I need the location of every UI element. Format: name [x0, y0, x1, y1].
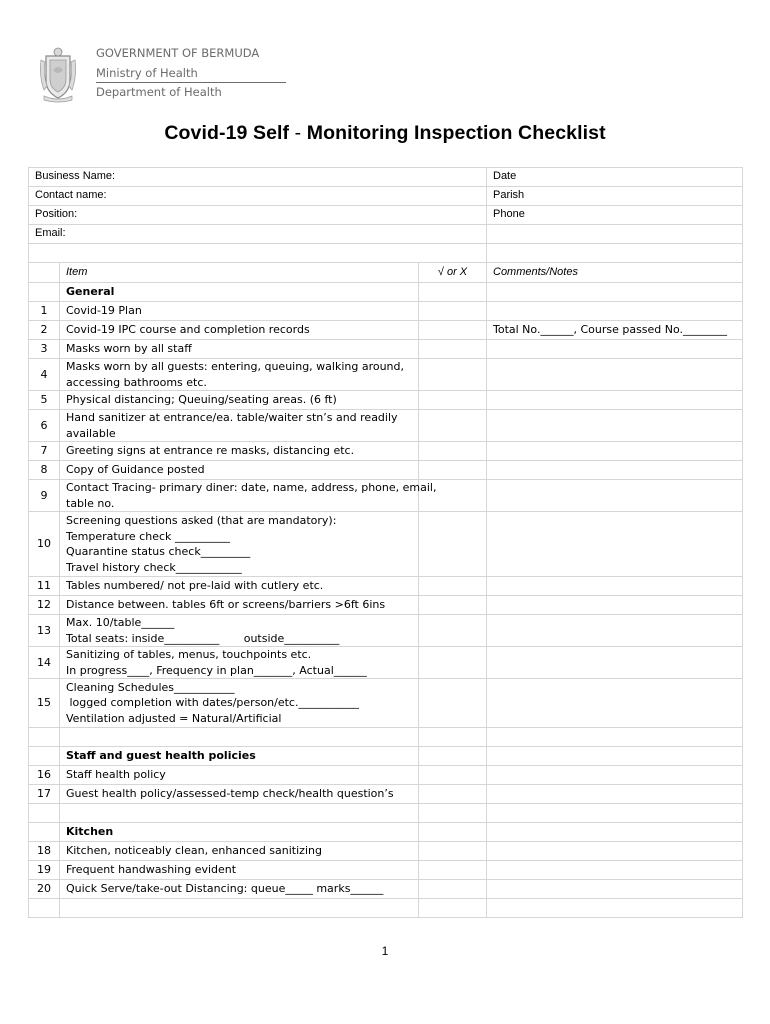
comment-cell[interactable] [487, 880, 743, 899]
section-row [29, 283, 743, 302]
comment-cell[interactable] [487, 766, 743, 785]
check-cell[interactable] [419, 880, 487, 899]
empty-cell [487, 225, 743, 244]
check-cell[interactable] [419, 615, 487, 647]
item-description [60, 842, 419, 861]
check-cell[interactable] [419, 577, 487, 596]
item-number: 8 [29, 461, 60, 480]
item-line: Distance between. tables 6ft or screens/barriers >6ft 6ins [66, 598, 386, 612]
comment-cell[interactable] [487, 679, 743, 728]
letterhead-divider [96, 82, 286, 83]
item-number: 14 [29, 647, 60, 679]
checklist-row [29, 766, 743, 785]
checklist-row [29, 512, 743, 577]
item-number: 1 [29, 302, 60, 321]
checklist-row [29, 842, 743, 861]
checklist-row [29, 302, 743, 321]
item-line: Temperature check __________ [66, 529, 230, 543]
checklist-row [29, 391, 743, 410]
email-label: Email: [29, 225, 487, 244]
item-line: table no. [66, 496, 115, 510]
item-description [60, 647, 419, 679]
checklist-row [29, 577, 743, 596]
comment-cell[interactable] [487, 480, 743, 512]
item-description [60, 302, 419, 321]
item-line: accessing bathrooms etc. [66, 375, 207, 389]
date-label: Date [487, 168, 743, 187]
item-line: Covid-19 IPC course and completion records [66, 323, 310, 337]
checklist-row [29, 461, 743, 480]
section-row [29, 823, 743, 842]
checklist-row [29, 861, 743, 880]
item-description [60, 785, 419, 804]
page-number: 1 [381, 944, 389, 958]
item-number: 6 [29, 410, 60, 442]
item-number: 3 [29, 340, 60, 359]
check-cell[interactable] [419, 461, 487, 480]
item-number: 11 [29, 577, 60, 596]
item-description [60, 861, 419, 880]
header-row [29, 168, 743, 187]
item-number: 7 [29, 442, 60, 461]
section-heading: Kitchen [60, 823, 419, 842]
checklist-row [29, 880, 743, 899]
comment-cell[interactable] [487, 647, 743, 679]
item-line: Staff health policy [66, 768, 166, 782]
item-description [60, 340, 419, 359]
item-column-header: Item [60, 263, 419, 283]
comment-cell[interactable] [487, 359, 743, 391]
header-row [29, 225, 743, 244]
checklist-row [29, 442, 743, 461]
comment-cell[interactable] [487, 461, 743, 480]
item-description [60, 679, 419, 728]
item-description [60, 615, 419, 647]
comment-cell[interactable] [487, 340, 743, 359]
comment-cell[interactable] [487, 785, 743, 804]
checklist-row [29, 359, 743, 391]
item-number: 4 [29, 359, 60, 391]
item-description [60, 766, 419, 785]
checklist-row [29, 615, 743, 647]
check-cell[interactable] [419, 766, 487, 785]
item-number: 17 [29, 785, 60, 804]
item-line: Quick Serve/take-out Distancing: queue_____ marks______ [66, 882, 384, 896]
check-cell[interactable] [419, 596, 487, 615]
comment-cell[interactable] [487, 596, 743, 615]
item-line: available [66, 426, 116, 440]
checklist-row [29, 340, 743, 359]
title-part2: Monitoring Inspection Checklist [306, 122, 606, 144]
checklist-row [29, 647, 743, 679]
item-line: Hand sanitizer at entrance/ea. table/waiter stn’s and readily [66, 411, 398, 424]
item-line: Contact Tracing- primary diner: date, name, address, phone, email, [66, 481, 437, 494]
item-line: In progress____, Frequency in plan_______, Actual______ [66, 663, 367, 677]
item-description [60, 596, 419, 615]
comment-cell[interactable] [487, 391, 743, 410]
item-description [60, 359, 419, 391]
checklist-row [29, 321, 743, 340]
item-number: 9 [29, 480, 60, 512]
bermuda-crest-icon [38, 46, 78, 104]
item-number: 15 [29, 679, 60, 728]
business-name-label: Business Name: [29, 168, 487, 187]
header-row [29, 206, 743, 225]
item-line: Guest health policy/assessed-temp check/health question’s [66, 787, 394, 801]
contact-name-label: Contact name: [29, 187, 487, 206]
item-line: Frequent handwashing evident [66, 863, 237, 877]
letterhead-government: GOVERNMENT OF BERMUDA [96, 46, 260, 60]
phone-label: Phone [487, 206, 743, 225]
item-number: 12 [29, 596, 60, 615]
comment-cell[interactable] [487, 842, 743, 861]
item-number: 16 [29, 766, 60, 785]
letterhead [38, 44, 298, 110]
comment-cell[interactable] [487, 410, 743, 442]
check-cell[interactable] [419, 410, 487, 442]
item-line: Travel history check____________ [66, 560, 242, 574]
item-line: logged completion with dates/person/etc.___________ [66, 696, 359, 710]
item-line: Screening questions asked (that are mandatory): [66, 514, 337, 527]
section-row [29, 747, 743, 766]
comments-column-header: Comments/Notes [487, 263, 743, 283]
item-number: 20 [29, 880, 60, 899]
item-line: Greeting signs at entrance re masks, distancing etc. [66, 444, 355, 458]
header-row [29, 187, 743, 206]
check-cell[interactable] [419, 340, 487, 359]
item-description [60, 577, 419, 596]
position-label: Position: [29, 206, 487, 225]
check-cell[interactable] [419, 359, 487, 391]
spacer-row [29, 899, 743, 918]
check-cell[interactable] [419, 391, 487, 410]
item-description [60, 391, 419, 410]
check-cell[interactable] [419, 512, 487, 577]
item-line: Tables numbered/ not pre-laid with cutlery etc. [66, 579, 324, 593]
check-cell[interactable] [419, 442, 487, 461]
page-title [0, 122, 770, 145]
column-header-row [29, 263, 743, 283]
comment-cell[interactable] [487, 861, 743, 880]
comment-cell[interactable] [487, 615, 743, 647]
checklist-table [28, 167, 743, 918]
item-description [60, 512, 419, 577]
item-line: Sanitizing of tables, menus, touchpoints etc. [66, 648, 312, 661]
item-line: Max. 10/table______ [66, 616, 175, 629]
checklist-row [29, 480, 743, 512]
item-description [60, 442, 419, 461]
item-line: Kitchen, noticeably clean, enhanced sanitizing [66, 844, 322, 858]
comment-cell[interactable] [487, 302, 743, 321]
checklist-row [29, 679, 743, 728]
section-heading: Staff and guest health policies [60, 747, 419, 766]
checklist-row [29, 596, 743, 615]
check-cell[interactable] [419, 861, 487, 880]
check-cell[interactable] [419, 321, 487, 340]
parish-label: Parish [487, 187, 743, 206]
check-cell[interactable] [419, 302, 487, 321]
item-number: 19 [29, 861, 60, 880]
check-cell[interactable] [419, 679, 487, 728]
comment-cell[interactable]: Total No.______, Course passed No.________ [487, 321, 743, 340]
item-number: 13 [29, 615, 60, 647]
comment-cell[interactable] [487, 577, 743, 596]
item-line: Physical distancing; Queuing/seating areas. (6 ft) [66, 393, 337, 407]
letterhead-ministry: Ministry of Health [96, 65, 198, 80]
spacer-row [29, 244, 743, 263]
item-description [60, 480, 437, 512]
item-description [60, 410, 419, 442]
letterhead-department: Department of Health [96, 85, 222, 99]
item-description [60, 461, 419, 480]
spacer-row [29, 728, 743, 747]
item-description [60, 321, 419, 340]
item-number: 10 [29, 512, 60, 577]
check-column-header: √ or X [419, 263, 487, 283]
spacer-row [29, 804, 743, 823]
title-dash: - [289, 122, 307, 144]
checklist-row [29, 785, 743, 804]
comment-cell[interactable] [487, 512, 743, 577]
section-heading: General [60, 283, 419, 302]
item-number: 18 [29, 842, 60, 861]
item-line: Copy of Guidance posted [66, 463, 205, 477]
checklist-row [29, 410, 743, 442]
item-line: Quarantine status check_________ [66, 545, 251, 558]
item-number: 2 [29, 321, 60, 340]
item-line: Cleaning Schedules___________ [66, 680, 235, 694]
check-cell[interactable] [419, 842, 487, 861]
check-cell[interactable] [419, 647, 487, 679]
title-part1: Covid-19 Self [164, 122, 290, 144]
comment-cell[interactable] [487, 442, 743, 461]
item-line: Covid-19 Plan [66, 304, 142, 318]
item-line: Ventilation adjusted = Natural/Artificial [66, 711, 282, 725]
item-line: Masks worn by all guests: entering, queuing, walking around, [66, 360, 405, 373]
item-number: 5 [29, 391, 60, 410]
item-line: Total seats: inside__________ outside__________ [66, 631, 340, 645]
check-cell[interactable] [419, 785, 487, 804]
item-line: Masks worn by all staff [66, 342, 192, 356]
item-description [60, 880, 419, 899]
